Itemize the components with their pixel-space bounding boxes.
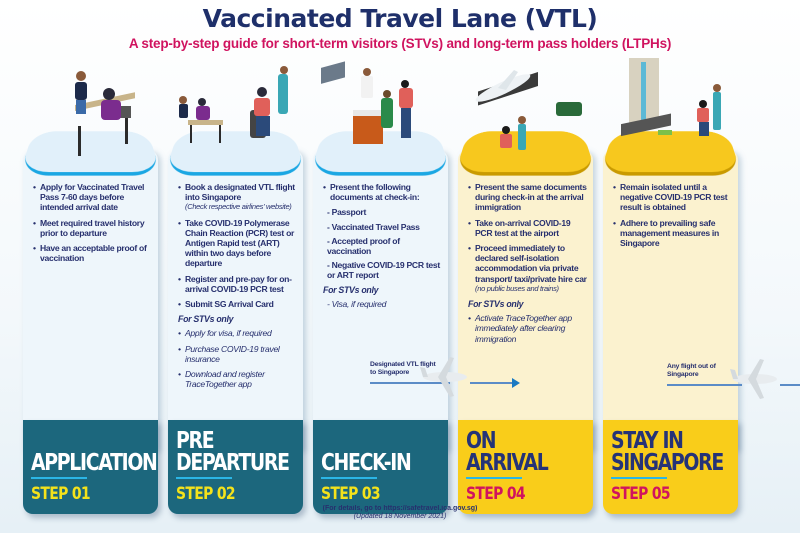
- stv-heading: For STVs only: [323, 284, 379, 295]
- step-content: [468, 182, 588, 349]
- accent-underline: [466, 477, 522, 479]
- list-item: - Negative COVID-19 PCR test or ART report: [327, 260, 440, 281]
- list-item: - Vaccinated Travel Pass: [327, 221, 420, 232]
- list-item: • Have an acceptable proof of vaccination: [33, 243, 153, 263]
- list-item: - Visa, if required: [327, 298, 387, 309]
- list-item: - Passport: [327, 207, 367, 218]
- accent-underline: [611, 477, 667, 479]
- step-label-box: [23, 420, 158, 514]
- list-item: • Activate TraceTogether app immediately after clearing immigration: [468, 313, 588, 344]
- accent-underline: [176, 477, 232, 479]
- list-item: • Meet required travel history prior to departure: [33, 218, 153, 238]
- person-at-laptop-icon: [23, 58, 158, 168]
- list-item: • Book a designated VTL flight into Singapore (Check respective airlines' website): [178, 182, 298, 213]
- flight-path-line: [780, 384, 800, 386]
- list-item: • Take COVID-19 Polymerase Chain Reaction (PCR) test or Antigen Rapid test (ART) within two days before departure: [178, 218, 298, 269]
- accent-underline: [31, 477, 87, 479]
- page-title: Vaccinated Travel Lane (VTL): [202, 4, 598, 33]
- item-note: (Check respective airlines' website): [185, 202, 292, 212]
- details-link-text: (For details, go to https://safetravel.ica.gov.sg): [322, 505, 478, 512]
- airplane-icon: [420, 355, 470, 400]
- list-item: - Accepted proof of vaccination: [327, 235, 400, 257]
- step-label-box: [603, 420, 738, 514]
- list-item: • Download and register TraceTogether app: [178, 369, 298, 389]
- step-number: STEP 05: [611, 484, 670, 504]
- step-name: STAY IN SINGAPORE: [611, 428, 723, 476]
- list-item: • Proceed immediately to declared self-isolation accommodation via private transport/ taxi/private hire car (no public buses and trains): [468, 243, 588, 294]
- step-name: PRE DEPARTURE: [176, 428, 289, 476]
- updated-date: (Updated 18 November 2021): [353, 513, 447, 520]
- step-number: STEP 01: [31, 484, 90, 504]
- list-item: • Take on-arrival COVID-19 PCR test at the airport: [468, 218, 588, 238]
- step-name: ON ARRIVAL: [466, 428, 548, 476]
- step-content: [323, 182, 443, 313]
- step-column-on-arrival: [458, 120, 593, 504]
- step-label-box: [168, 420, 303, 514]
- list-item: • Present the following documents at check-in:: [323, 182, 443, 202]
- item-note: (no public buses and trains): [475, 283, 559, 293]
- list-item: • Present the same documents during check-in at the arrival immigration: [468, 182, 588, 213]
- step-column-pre-departure: [168, 120, 303, 504]
- page-subtitle: A step-by-step guide for short-term visitors (STVs) and long-term pass holders (LTPHs): [128, 36, 672, 51]
- step-column-check-in: [313, 120, 448, 504]
- list-item: • Register and pre-pay for on-arrival COVID-19 PCR test: [178, 274, 298, 294]
- step-number: STEP 03: [321, 484, 380, 504]
- step-column-application: [23, 120, 158, 504]
- stv-heading: For STVs only: [178, 314, 234, 325]
- check-in-counter-icon: [313, 58, 448, 168]
- airplane-icon: [730, 357, 780, 402]
- flight-label-inbound: Designated VTL flight to Singapore: [370, 361, 436, 376]
- step-column-stay-in-singapore: [603, 120, 738, 504]
- list-item: • Purchase COVID-19 travel insurance: [178, 344, 298, 364]
- list-item: • Remain isolated until a negative COVID-19 PCR test result is obtained: [613, 182, 733, 213]
- flight-path-arrow: [470, 382, 515, 384]
- step-content: [33, 182, 153, 268]
- footer: [0, 505, 800, 521]
- arrow-head-icon: [512, 378, 520, 388]
- step-label-box: [313, 420, 448, 514]
- step-name: CHECK-IN: [321, 450, 411, 476]
- arrival-airport-icon: [458, 58, 593, 168]
- covid-test-icon: [168, 58, 303, 168]
- step-number: STEP 04: [466, 484, 525, 504]
- step-label-box: [458, 420, 593, 514]
- step-content: [178, 182, 298, 394]
- flight-label-outbound: Any flight out of Singapore: [667, 363, 716, 378]
- step-name: APPLICATION: [31, 450, 157, 476]
- step-content: [613, 182, 733, 253]
- list-item: • Submit SG Arrival Card: [178, 299, 298, 309]
- list-item: • Apply for Vaccinated Travel Pass 7-60 days before intended arrival date: [33, 182, 153, 213]
- step-number: STEP 02: [176, 484, 235, 504]
- list-item: • Adhere to prevailing safe management measures in Singapore: [613, 218, 733, 249]
- stv-heading: For STVs only: [468, 299, 524, 310]
- hotel-building-icon: [603, 58, 738, 168]
- accent-underline: [321, 477, 377, 479]
- list-item: • Apply for visa, if required: [178, 328, 298, 338]
